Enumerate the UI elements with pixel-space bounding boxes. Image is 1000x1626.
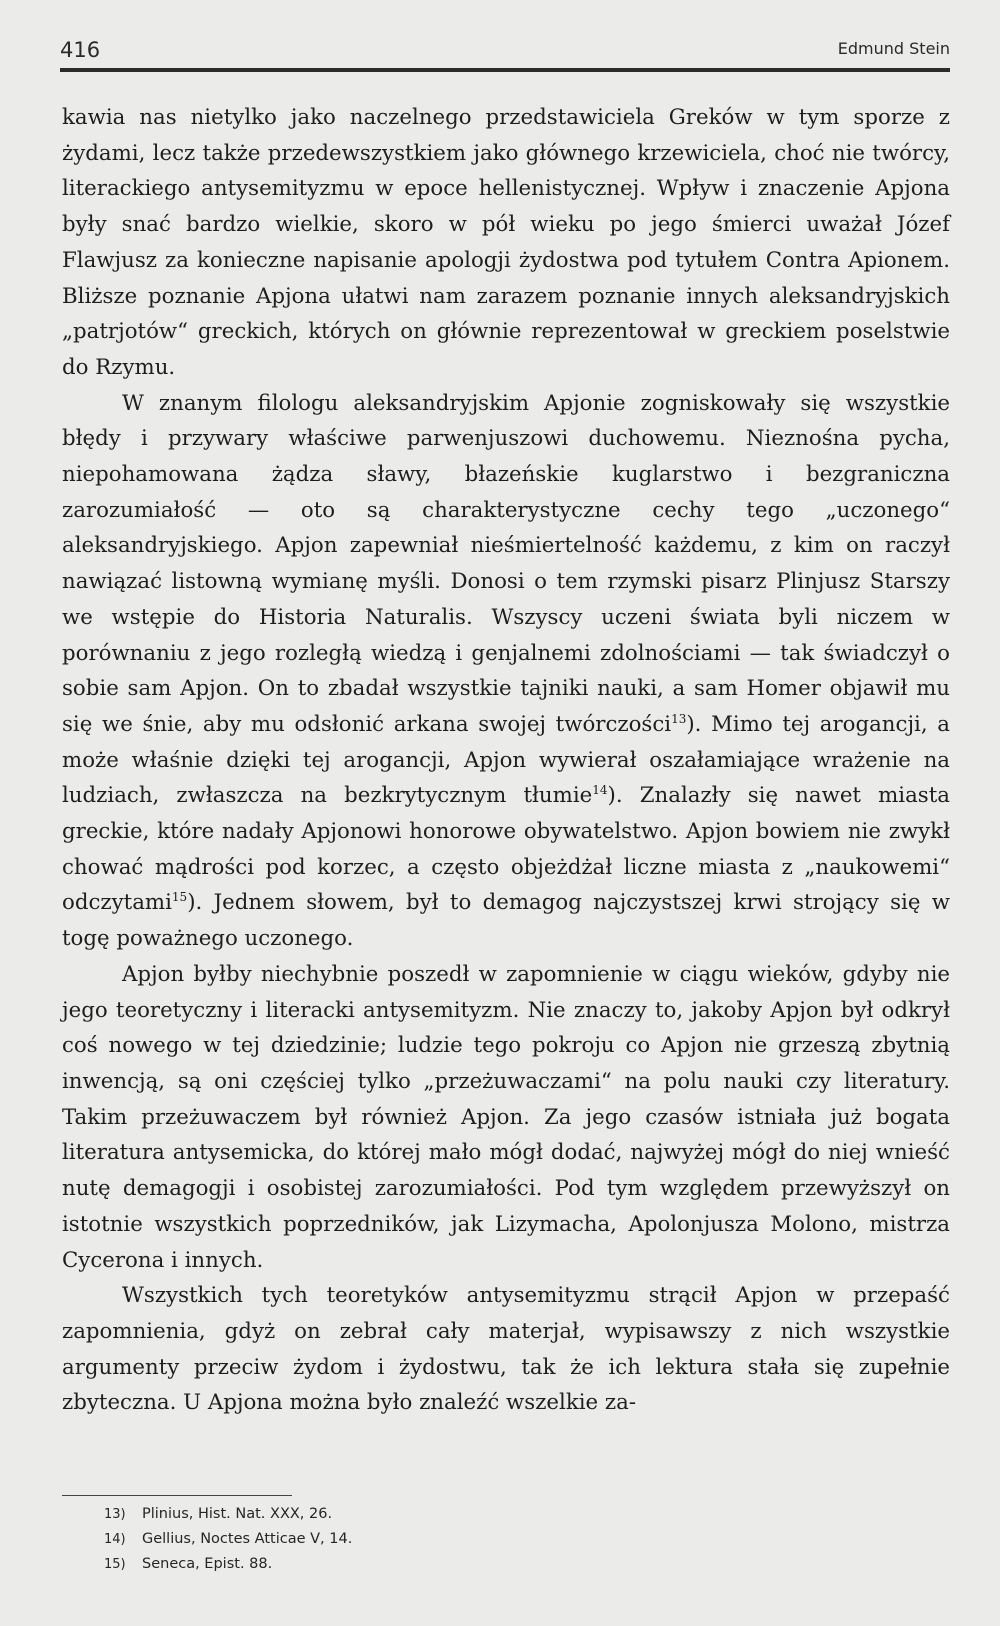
paragraph-4: Wszystkich tych teoretyków antysemityzmu strącił Apjon w przepaść zapomnienia, gdyż on zebrał cały materjał, wypisawszy z nich wszystkie argumenty przeciw żydom i żydostwu, tak że ich lektura stała się zupełnie zbyteczna. U Apjona można było znaleźć wszelkie za- bbox=[62, 1283, 950, 1416]
footnote-number: 13) bbox=[104, 1507, 126, 1522]
running-head: Edmund Stein bbox=[837, 39, 950, 58]
footnote-ref-13[interactable]: 13 bbox=[671, 711, 687, 726]
paragraph-2-part-c: ). Znalazły się nawet miasta greckie, które nadały Apjonowi honorowe obywatelstwo. Apjon bowiem nie zwykł chować mądrości pod korzec, a często objeżdżał liczne miasta z „naukowemi“ odczytami bbox=[62, 783, 950, 916]
header-rule bbox=[60, 68, 950, 72]
paragraph-2-part-d: ). Jednem słowem, był to demagog najczystszej krwi strojący się w togę poważnego uczonego. bbox=[62, 890, 950, 952]
footnote bbox=[104, 1502, 704, 1527]
footnote-ref-14[interactable]: 14 bbox=[592, 783, 608, 798]
footnote-text: Gellius, Noctes Atticae V, 14. bbox=[142, 1531, 353, 1547]
paragraph-1: kawia nas nietylko jako naczelnego przedstawiciela Greków w tym sporze z żydami, lecz także przedewszystkiem jako głównego krzewiciela, choć nie twórcy, literackiego antysemityzmu w epoce hellenistycznej. Wpływ i znaczenie Apjona były snać bardzo wielkie, skoro w pół wieku po jego śmierci uważał Józef Flawjusz za konieczne napisanie apologji żydostwa pod tytułem Contra Apionem. Bliższe poznanie Apjona ułatwi nam zarazem poznanie innych aleksandryjskich „patrjotów“ greckich, których on głównie reprezentował w greckiem poselstwie do Rzymu. bbox=[62, 105, 950, 380]
footnote-text: Seneca, Epist. 88. bbox=[142, 1556, 273, 1572]
footnotes bbox=[104, 1502, 704, 1577]
footnote-text: Plinius, Hist. Nat. XXX, 26. bbox=[142, 1506, 333, 1522]
paragraph-3: Apjon byłby niechybnie poszedł w zapomnienie w ciągu wieków, gdyby nie jego teoretyczny i literacki antysemityzm. Nie znaczy to, jakoby Apjon był odkrył coś nowego w tej dziedzinie; ludzie tego pokroju co Apjon nie grzeszą zbytnią inwencją, są oni częściej tylko „przeżuwaczami“ na polu nauki czy literatury. Takim przeżuwaczem był również Apjon. Za jego czasów istniała już bogata literatura antysemicka, do której mało mógł dodać, najwyżej mógł do niej wnieść nutę demagogji i osobistej zarozumiałości. Pod tym względem przewyższył on istotnie wszystkich poprzedników, jak Lizymacha, Apolonjusza Molono, mistrza Cycerona i innych. bbox=[62, 961, 950, 1273]
paragraph-2-part-a: W znanym filologu aleksandryjskim Apjonie zogniskowały się wszystkie błędy i przywary właściwe parwenjuszowi duchowemu. Nieznośna pycha, niepohamowana żądza sławy, błazeńskie kuglarstwo i bezgraniczna zarozumiałość — oto są charakterystyczne cechy tego „uczonego“ aleksandryjskiego. Apjon zapewniał nieśmiertelność każdemu, z kim on raczył nawiązać listowną wymianę myśli. Donosi o tem rzymski pisarz Plinjusz Starszy we wstępie do Historia Naturalis. Wszyscy uczeni świata byli niczem w porównaniu z jego rozległą wiedzą i genjalnemi zdolnościami — tak świadczył o sobie sam Apjon. On to zbadał wszystkie tajniki nauki, a sam Homer objawił mu się we śnie, aby mu odsłonić arkana swojej twórczości bbox=[62, 390, 950, 737]
footnote bbox=[104, 1527, 704, 1552]
footnote-ref-15[interactable]: 15 bbox=[171, 890, 188, 905]
footnote-rule bbox=[62, 1495, 292, 1496]
footnote bbox=[104, 1552, 704, 1577]
body-text bbox=[62, 100, 950, 1421]
footnote-number: 15) bbox=[104, 1557, 126, 1572]
footnote-number: 14) bbox=[104, 1532, 126, 1547]
paragraph-2 bbox=[62, 386, 950, 957]
page-header bbox=[60, 30, 950, 70]
paragraph-2-part-b: ). Mimo tej arogancji, a może właśnie dzięki tej arogancji, Apjon wywierał oszałamiające wrażenie na ludziach, zwłaszcza na bezkrytycznym tłumie bbox=[62, 711, 950, 809]
page-number: 416 bbox=[60, 38, 101, 62]
